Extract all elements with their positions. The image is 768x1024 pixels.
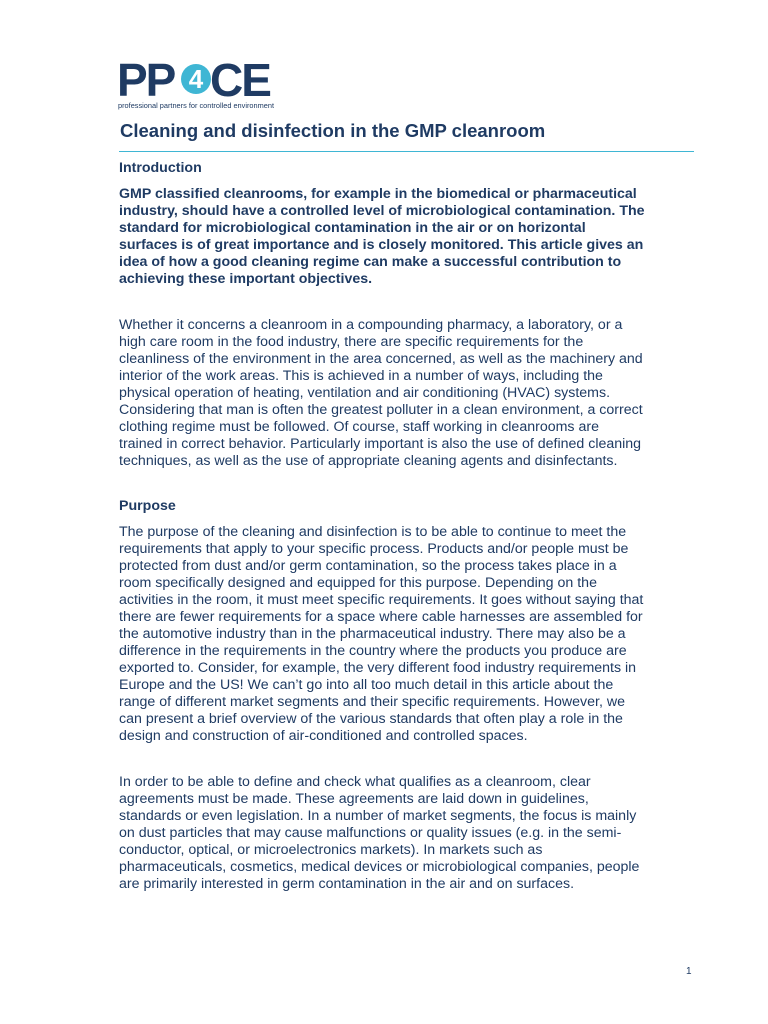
paragraph-line: agreements must be made. These agreements are laid down in guidelines, [119,791,589,807]
paragraph-line: can present a brief overview of the various standards that often play a role in the [119,711,623,727]
paragraph-line: The purpose of the cleaning and disinfection is to be able to continue to meet the [119,524,627,540]
paragraph-line: exported to. Consider, for example, the very different food industry requirements in [119,660,637,676]
paragraph-line: surfaces is of great importance and is closely monitored. This article gives an [119,237,644,253]
paragraph-line: standard for microbiological contamination in the air or on horizontal [119,220,586,236]
paragraph-line: Considering that man is often the greatest polluter in a clean environment, a correct [119,402,643,418]
paragraph-line: range of different market segments and their specific requirements. However, we [119,694,626,710]
paragraph-line: on dust particles that may cause malfunctions or quality issues (e.g. in the semi- [119,825,622,841]
section-heading-purpose: Purpose [119,498,176,514]
paragraph-line: techniques, as well as the use of appropriate cleaning agents and disinfectants. [119,453,618,469]
paragraph-line: Whether it concerns a cleanroom in a compounding pharmacy, a laboratory, or a [119,317,623,333]
logo-tagline: professional partners for controlled environment [118,101,275,110]
paragraph-line: requirements that apply to your specific process. Products and/or people must be [119,541,629,557]
paragraph-line: Europe and the US! We can’t go into all too much detail in this article about the [119,677,614,693]
logo-wordmark-digit: 4 [188,64,204,94]
title-divider [119,151,694,152]
paragraph-line: GMP classified cleanrooms, for example in the biomedical or pharmaceutical [119,186,637,202]
intro-paragraph-lead [119,186,697,288]
section-heading-introduction: Introduction [119,160,202,176]
paragraph-line: design and construction of air-conditioned and controlled spaces. [119,728,528,744]
purpose-paragraph-1 [119,524,697,745]
document-title: Cleaning and disinfection in the GMP cleanroom [120,120,546,141]
paragraph-line: activities in the room, it must meet specific requirements. It goes without saying that [119,592,644,608]
paragraph-line: achieving these important objectives. [119,271,373,287]
paragraph-line: high care room in the food industry, there are specific requirements for the [119,334,584,350]
paragraph-line: interior of the work areas. This is achieved in a number of ways, including the [119,368,603,384]
intro-paragraph-body [119,317,697,470]
paragraph-line: conductor, optical, or microelectronics markets). In markets such as [119,842,543,858]
page-number: 1 [686,966,692,977]
paragraph-line: physical operation of heating, ventilation and air conditioning (HVAC) systems. [119,385,611,401]
paragraph-line: there are fewer requirements for a space where cable harnesses are assembled for [119,609,643,625]
pp4ce-logo [117,56,277,112]
paragraph-line: room specifically designed and equipped for this purpose. Depending on the [119,575,597,591]
logo-wordmark-pp: PP [117,56,175,106]
paragraph-line: industry, should have a controlled level of microbiological contamination. The [119,203,645,219]
paragraph-line: the automotive industry than in the pharmaceutical industry. There may also be a [119,626,626,642]
paragraph-line: pharmaceuticals, cosmetics, medical devices or microbiological companies, people [119,859,640,875]
paragraph-line: difference in the requirements in the country where the products you produce are [119,643,627,659]
paragraph-line: clothing regime must be followed. Of course, staff working in cleanrooms are [119,419,599,435]
document-body [119,158,697,893]
paragraph-line: cleanliness of the environment in the area concerned, as well as the machinery and [119,351,643,367]
paragraph-line: standards or even legislation. In a number of market segments, the focus is mainly [119,808,637,824]
paragraph-line: In order to be able to define and check what qualifies as a cleanroom, clear [119,774,591,790]
paragraph-line: idea of how a good cleaning regime can make a successful contribution to [119,254,622,270]
purpose-paragraph-2 [119,774,697,893]
paragraph-line: protected from dust and/or germ contamination, so the process takes place in a [119,558,617,574]
paragraph-line: are primarily interested in germ contamination in the air and on surfaces. [119,876,575,892]
paragraph-line: trained in correct behavior. Particularly important is also the use of defined cleaning [119,436,642,452]
logo-wordmark-ce: CE [210,56,270,106]
